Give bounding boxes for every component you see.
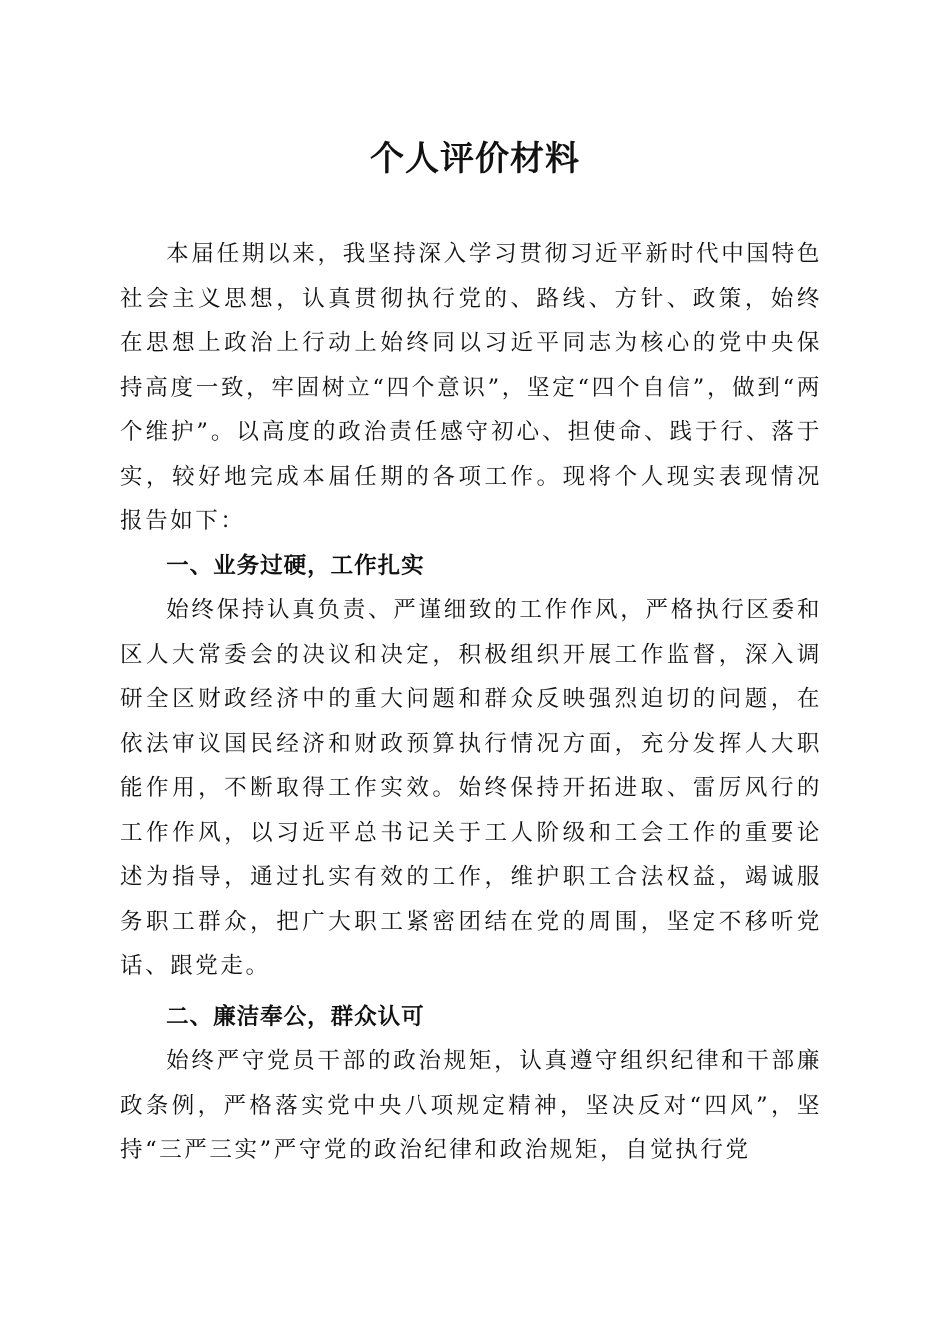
section-paragraph-1: 始终保持认真负责、严谨细致的工作作风，严格执行区委和区人大常委会的决议和决定，积极组织开展工作监督，深入调研全区财政经济中的重大问题和群众反映强烈迫切的问题，在依法审议国民经济和财政预算执行情况方面，充分发挥人大职能作用，不断取得工作实效。始终保持开拓进取、雷厉风行的工作作风，以习近平总书记关于工人阶级和工会工作的重要论述为指导，通过扎实有效的工作，维护职工合法权益，竭诚服务职工群众，把广大职工紧密团结在党的周围，坚定不移听党话、跟党走。 <box>120 597 822 979</box>
intro-paragraph: 本届任期以来，我坚持深入学习贯彻习近平新时代中国特色社会主义思想，认真贯彻执行党的、路线、方针、政策，始终在思想上政治上行动上始终同以习近平同志为核心的党中央保持高度一致，牢固树立“四个意识”，坚定“四个自信”，做到“两个维护”。以高度的政治责任感守初心、担使命、践于行、落于实，较好地完成本届任期的各项工作。现将个人现实表现情况报告如下： <box>120 241 822 534</box>
document-title: 个人评价材料 <box>370 139 580 179</box>
section-heading-2: 二、廉洁奉公，群众认可 <box>166 1003 425 1030</box>
document-body <box>120 232 822 1173</box>
section-heading-1: 一、业务过硬，工作扎实 <box>166 552 425 579</box>
section-paragraph-2: 始终严守党员干部的政治规矩，认真遵守组织纪律和干部廉政条例，严格落实党中央八项规定精神，坚决反对“四风”，坚持“三严三实”严守党的政治纪律和政治规矩，自觉执行党 <box>120 1048 822 1163</box>
